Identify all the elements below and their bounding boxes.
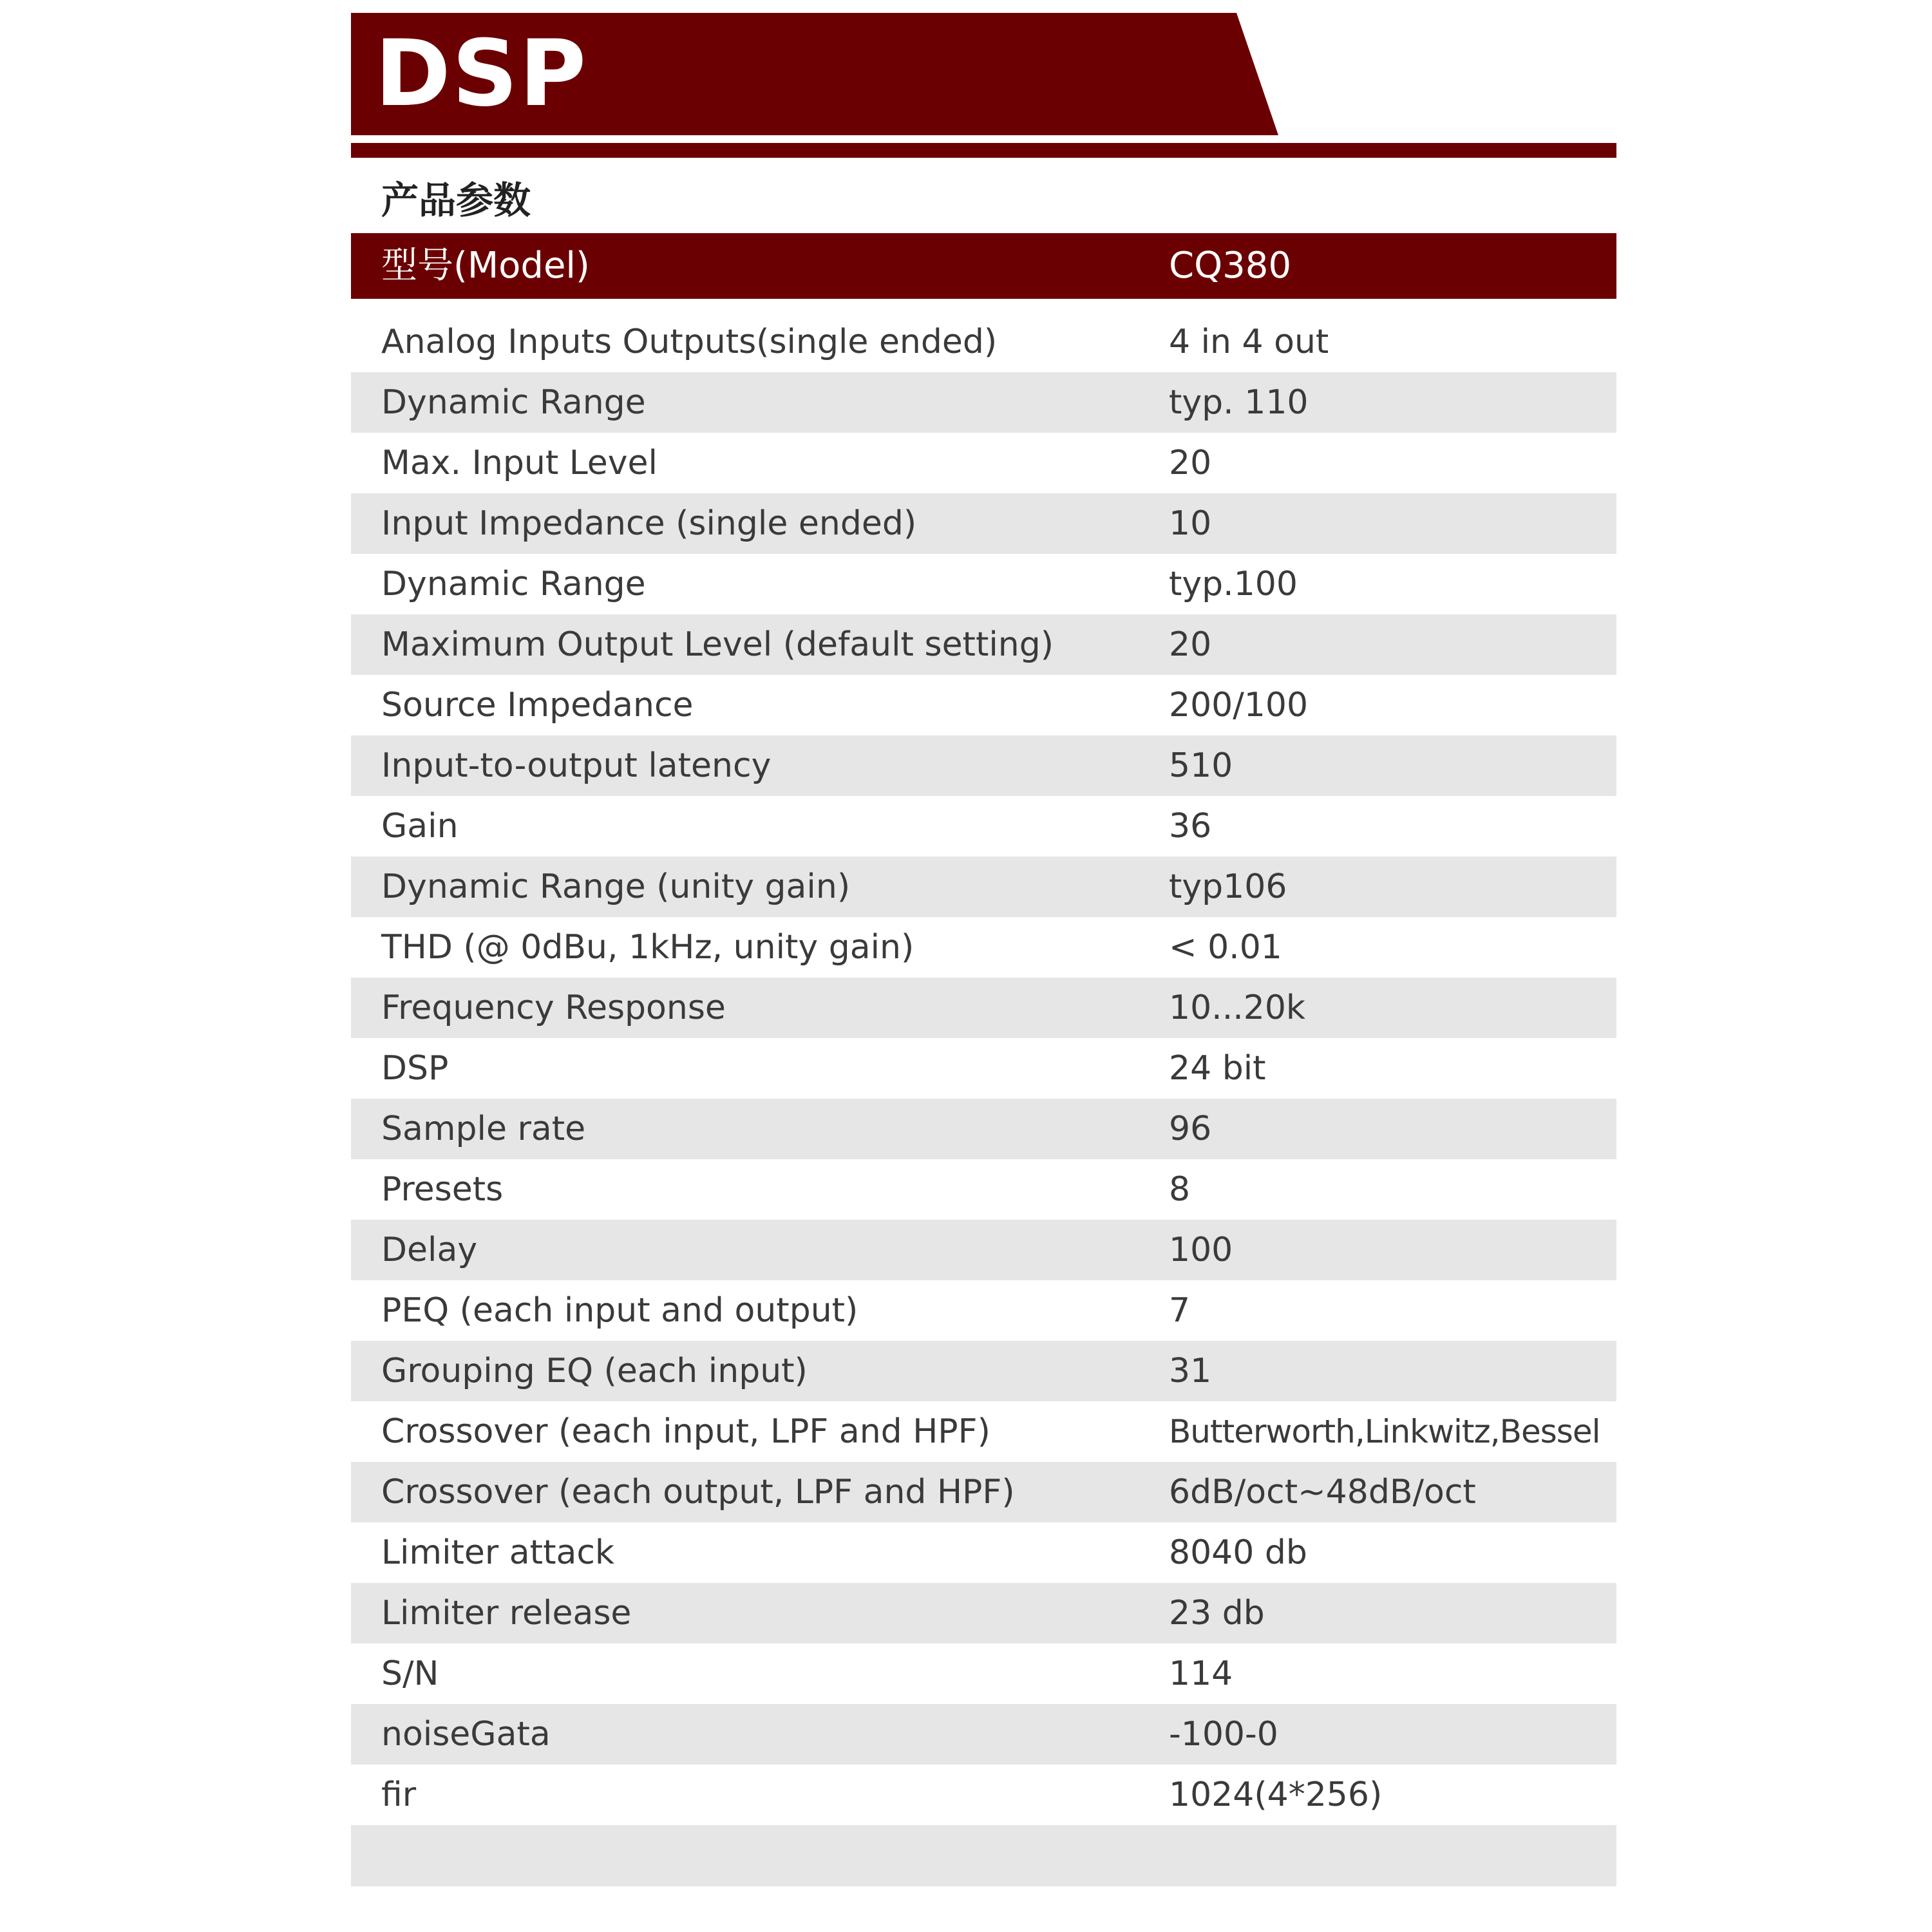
row-label: Gain bbox=[381, 807, 459, 846]
row-value: 96 bbox=[1169, 1110, 1212, 1148]
spec-table bbox=[351, 233, 1616, 1886]
row-label: Presets bbox=[381, 1170, 504, 1209]
row-label: Delay bbox=[381, 1231, 478, 1269]
table-header bbox=[351, 233, 1616, 299]
row-value: < 0.01 bbox=[1169, 928, 1282, 967]
table-row bbox=[351, 1038, 1616, 1099]
page-title: DSP bbox=[375, 21, 588, 127]
row-value: 23 db bbox=[1169, 1594, 1265, 1633]
row-value: 4 in 4 out bbox=[1169, 323, 1329, 361]
table-row bbox=[351, 493, 1616, 554]
row-value: 510 bbox=[1169, 746, 1233, 785]
table-row bbox=[351, 917, 1616, 978]
row-label: Input-to-output latency bbox=[381, 746, 772, 785]
row-value: 7 bbox=[1169, 1291, 1191, 1330]
table-row bbox=[351, 1401, 1616, 1462]
row-label: Sample rate bbox=[381, 1110, 586, 1148]
table-row bbox=[351, 1462, 1616, 1522]
row-label: Crossover (each output, LPF and HPF) bbox=[381, 1473, 1015, 1511]
row-value: typ106 bbox=[1169, 867, 1287, 906]
header-value: CQ380 bbox=[1169, 245, 1292, 287]
table-row bbox=[351, 978, 1616, 1038]
row-value: -100-0 bbox=[1169, 1715, 1278, 1754]
row-label: Limiter release bbox=[381, 1594, 632, 1633]
table-row bbox=[351, 614, 1616, 675]
row-value: typ.100 bbox=[1169, 565, 1298, 603]
table-row bbox=[351, 1704, 1616, 1765]
table-row bbox=[351, 1159, 1616, 1220]
table-row bbox=[351, 433, 1616, 493]
row-value: 1024(4*256) bbox=[1169, 1776, 1383, 1814]
table-row bbox=[351, 312, 1616, 372]
row-value: Butterworth,Linkwitz,Bessel bbox=[1169, 1413, 1600, 1450]
row-label: Input Impedance (single ended) bbox=[381, 504, 917, 543]
table-row bbox=[351, 1643, 1616, 1704]
row-label: Limiter attack bbox=[381, 1533, 615, 1572]
table-row bbox=[351, 372, 1616, 433]
row-value: 20 bbox=[1169, 625, 1212, 664]
table-row bbox=[351, 1583, 1616, 1643]
row-value: 20 bbox=[1169, 444, 1212, 482]
row-value: 31 bbox=[1169, 1352, 1212, 1390]
row-label: Crossover (each input, LPF and HPF) bbox=[381, 1412, 990, 1451]
row-label: S/N bbox=[381, 1654, 439, 1693]
row-value: 6dB/oct~48dB/oct bbox=[1169, 1473, 1476, 1511]
row-label: PEQ (each input and output) bbox=[381, 1291, 858, 1330]
row-value: 100 bbox=[1169, 1231, 1233, 1269]
row-label: Frequency Response bbox=[381, 989, 726, 1027]
row-value: 36 bbox=[1169, 807, 1212, 846]
table-row bbox=[351, 554, 1616, 614]
row-value: typ. 110 bbox=[1169, 383, 1309, 422]
row-value: 200/100 bbox=[1169, 686, 1309, 724]
table-gap bbox=[351, 299, 1616, 312]
row-label: fir bbox=[381, 1776, 417, 1814]
row-label: Maximum Output Level (default setting) bbox=[381, 625, 1054, 664]
table-row bbox=[351, 1341, 1616, 1401]
table-row bbox=[351, 796, 1616, 857]
table-row bbox=[351, 1099, 1616, 1159]
header-label: 型号(Model) bbox=[381, 245, 590, 287]
row-value: 8 bbox=[1169, 1170, 1191, 1209]
row-label: Grouping EQ (each input) bbox=[381, 1352, 808, 1390]
row-value: 10...20k bbox=[1169, 989, 1306, 1027]
table-row bbox=[351, 1522, 1616, 1583]
section-title: 产品参数 bbox=[381, 178, 531, 222]
table-row bbox=[351, 735, 1616, 796]
table-row bbox=[351, 1220, 1616, 1280]
row-label: Analog Inputs Outputs(single ended) bbox=[381, 323, 998, 361]
row-label: THD (@ 0dBu, 1kHz, unity gain) bbox=[381, 928, 914, 967]
row-label: Dynamic Range (unity gain) bbox=[381, 867, 851, 906]
table-body bbox=[351, 312, 1616, 1825]
table-footer-band bbox=[351, 1825, 1616, 1886]
row-value: 114 bbox=[1169, 1654, 1233, 1693]
row-label: Max. Input Level bbox=[381, 444, 658, 482]
row-value: 24 bit bbox=[1169, 1049, 1266, 1088]
row-label: DSP bbox=[381, 1049, 449, 1088]
row-label: Dynamic Range bbox=[381, 383, 646, 422]
row-value: 10 bbox=[1169, 504, 1212, 543]
row-value: 8040 db bbox=[1169, 1533, 1307, 1572]
table-row bbox=[351, 857, 1616, 917]
table-row bbox=[351, 1765, 1616, 1825]
table-row bbox=[351, 1280, 1616, 1341]
row-label: Dynamic Range bbox=[381, 565, 646, 603]
table-row bbox=[351, 675, 1616, 735]
row-label: Source Impedance bbox=[381, 686, 694, 724]
header-rule bbox=[351, 143, 1616, 158]
row-label: noiseGata bbox=[381, 1715, 551, 1754]
